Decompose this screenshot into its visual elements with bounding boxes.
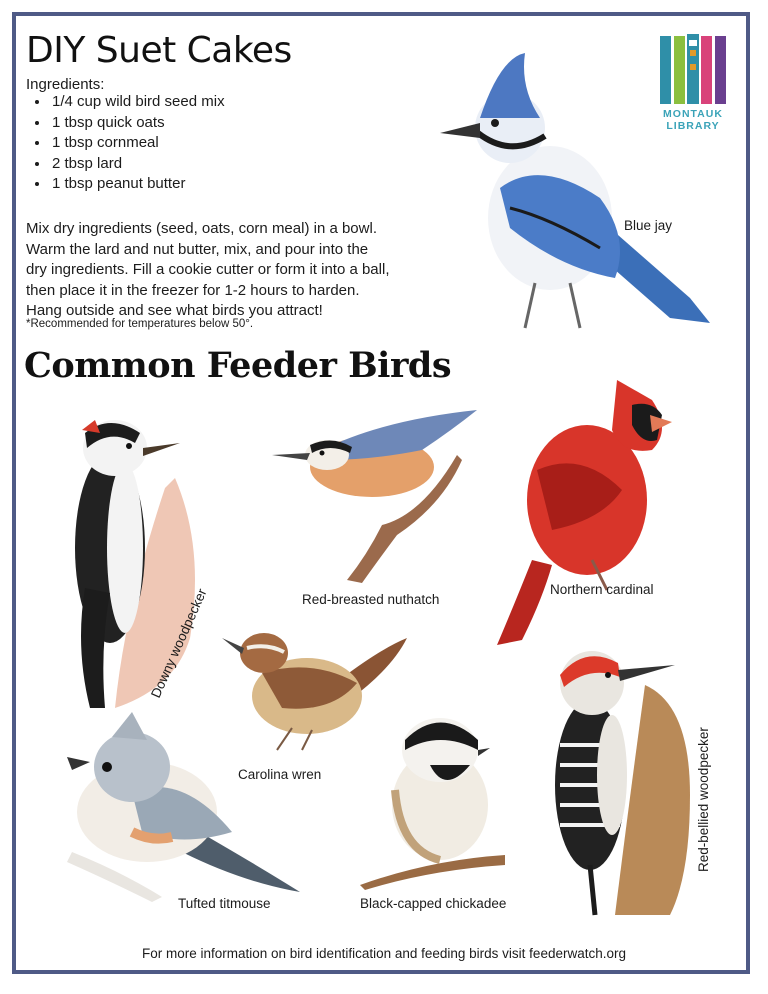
blue-jay-icon bbox=[440, 48, 720, 338]
instructions bbox=[26, 219, 446, 322]
ingredients-heading: Ingredients: bbox=[26, 76, 105, 93]
ingredient-item: • 1 tbsp peanut butter bbox=[50, 174, 225, 195]
ingredients-list bbox=[26, 92, 225, 195]
footer-note: For more information on bird identification and feeding birds visit feederwatch.org bbox=[141, 946, 626, 961]
downy-woodpecker-icon bbox=[55, 408, 205, 718]
ingredient-item: • 2 tbsp lard bbox=[50, 154, 225, 175]
ingredient-item: • 1 tbsp cornmeal bbox=[50, 133, 225, 154]
caption-tufted-titmouse: Tufted titmouse bbox=[178, 896, 271, 911]
caption-downy-woodpecker: Downy woodpecker bbox=[148, 586, 210, 701]
caption-chickadee: Black-capped chickadee bbox=[360, 896, 507, 911]
instructions-line: Mix dry ingredients (seed, oats, corn meal) in a bowl. bbox=[26, 220, 377, 237]
cardinal-icon bbox=[492, 360, 682, 650]
caption-carolina-wren: Carolina wren bbox=[238, 767, 322, 782]
nuthatch-icon bbox=[272, 405, 482, 585]
ingredient-item: • 1 tbsp quick oats bbox=[50, 113, 225, 134]
section-title: Common Feeder Birds bbox=[24, 345, 452, 386]
caption-nuthatch: Red-breasted nuthatch bbox=[302, 592, 440, 607]
chickadee-icon bbox=[360, 710, 510, 890]
red-bellied-woodpecker-icon bbox=[550, 645, 700, 920]
caption-blue-jay: Blue jay bbox=[624, 218, 673, 233]
ingredient-item: • 1/4 cup wild bird seed mix bbox=[50, 92, 225, 113]
instructions-line: then place it in the freezer for 1-2 hours to harden. bbox=[26, 281, 360, 299]
library-logo-text: MONTAUK LIBRARY bbox=[663, 108, 723, 132]
instructions-line: dry ingredients. Fill a cookie cutter or form it into a ball, bbox=[26, 261, 390, 278]
page-title: DIY Suet Cakes bbox=[26, 30, 292, 71]
tufted-titmouse-icon bbox=[62, 712, 302, 902]
instructions-line: Hang outside and see what birds you attract! bbox=[26, 302, 323, 319]
caption-cardinal: Northern cardinal bbox=[550, 582, 654, 597]
instructions-line: Warm the lard and nut butter, mix, and pour into the bbox=[26, 240, 369, 258]
temperature-note: *Recommended for temperatures below 50°. bbox=[26, 318, 254, 330]
caption-red-bellied-woodpecker: Red-bellied woodpecker bbox=[696, 727, 711, 872]
